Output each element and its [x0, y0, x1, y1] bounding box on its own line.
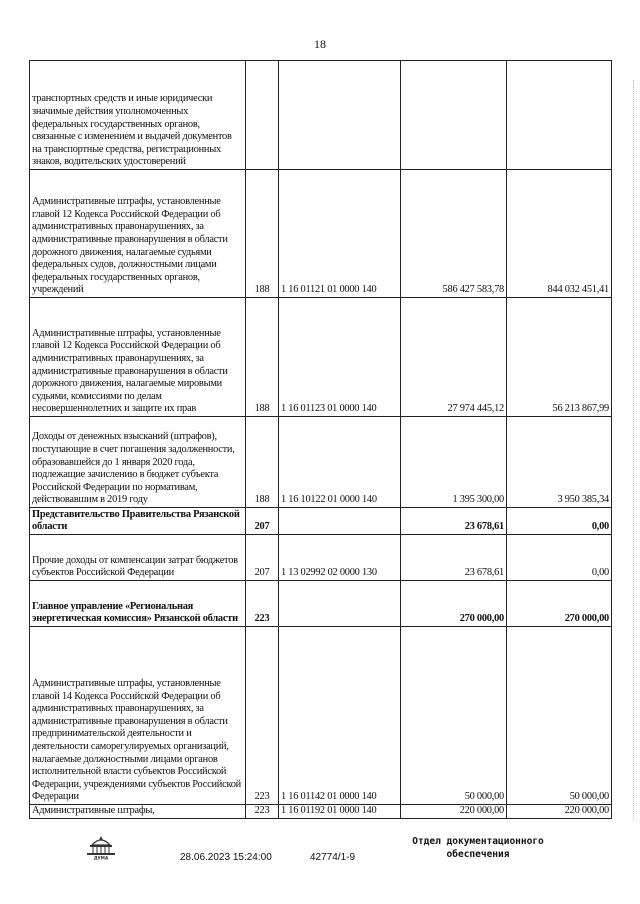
table-row: [30, 535, 612, 581]
value-column-2: 0,00: [507, 508, 612, 535]
budget-classification-code: 1 16 01142 01 0000 140: [279, 627, 401, 805]
value-column-1: 220 000,00: [401, 805, 507, 819]
registration-number: 42774/1-9: [310, 852, 356, 863]
department-line-1: Отдел документационного: [412, 836, 544, 847]
svg-text:ДУМА: ДУМА: [93, 855, 109, 860]
value-column-2: 0,00: [507, 535, 612, 581]
admin-code: 188: [246, 298, 279, 417]
value-column-2: 3 950 385,34: [507, 417, 612, 508]
revenue-name: транспортных средств и иные юридически значимые действия уполномоченных федеральных государственных органов, связанные с изменением и выдачей документов на транспортные средства, регистрационных знаков, водительских удостоверений: [30, 61, 246, 170]
revenue-name: Доходы от денежных взысканий (штрафов), поступающие в счет погашения задолженности, образовавшейся до 1 января 2020 года, подлежащие зачислению в бюджет субъекта Российской Федерации по нормативам, действовавшим в 2019 году: [30, 417, 246, 508]
revenue-name: Административные штрафы,: [30, 805, 246, 819]
budget-classification-code: 1 16 10122 01 0000 140: [279, 417, 401, 508]
value-column-2: 50 000,00: [507, 627, 612, 805]
admin-code: 188: [246, 417, 279, 508]
budget-classification-code: 1 16 01123 01 0000 140: [279, 298, 401, 417]
value-column-1: 586 427 583,78: [401, 170, 507, 298]
admin-code: [246, 61, 279, 170]
table-row: [30, 61, 612, 170]
table-row: [30, 581, 612, 627]
table-row: [30, 298, 612, 417]
value-column-1: [401, 61, 507, 170]
value-column-1: 1 395 300,00: [401, 417, 507, 508]
revenue-name: Прочие доходы от компенсации затрат бюджетов субъектов Российской Федерации: [30, 535, 246, 581]
revenue-table-body: [30, 61, 612, 819]
registration-datetime: 28.06.2023 15:24:00: [180, 852, 272, 863]
value-column-1: 23 678,61: [401, 535, 507, 581]
value-column-1: 27 974 445,12: [401, 298, 507, 417]
value-column-1: 50 000,00: [401, 627, 507, 805]
budget-classification-code: [279, 508, 401, 535]
table-row: [30, 170, 612, 298]
table-row: [30, 417, 612, 508]
value-column-2: [507, 61, 612, 170]
table-row: [30, 805, 612, 819]
revenue-name: Административные штрафы, установленные главой 12 Кодекса Российской Федерации об административных правонарушениях, за административные правонарушения в области дорожного движения, налагаемые мировыми судьями, комиссиями по делам несовершеннолетних и защите их прав: [30, 298, 246, 417]
admin-code: 207: [246, 535, 279, 581]
page-number: 18: [314, 37, 326, 51]
revenue-name: Главное управление «Региональная энергетическая комиссия» Рязанской области: [30, 581, 246, 627]
budget-classification-code: 1 13 02992 02 0000 130: [279, 535, 401, 581]
value-column-2: 844 032 451,41: [507, 170, 612, 298]
value-column-2: 270 000,00: [507, 581, 612, 627]
table-row: [30, 508, 612, 535]
admin-code: 188: [246, 170, 279, 298]
value-column-2: 220 000,00: [507, 805, 612, 819]
department-stamp: [398, 835, 558, 861]
revenue-name: Административные штрафы, установленные главой 12 Кодекса Российской Федерации об административных правонарушениях, за административные правонарушения в области дорожного движения, налагаемые судьями федеральных судов, должностными лицами федеральных государственных органов, учреждений: [30, 170, 246, 298]
table-row: [30, 627, 612, 805]
admin-code: 223: [246, 627, 279, 805]
value-column-2: 56 213 867,99: [507, 298, 612, 417]
budget-classification-code: [279, 61, 401, 170]
duma-logo-icon: [84, 834, 118, 860]
revenue-name: Административные штрафы, установленные главой 14 Кодекса Российской Федерации об административных правонарушениях, за административные правонарушения в области предпринимательской деятельности и деятельности саморегулируемых организаций, налагаемые должностными лицами органов исполнительной власти субъектов Российской Федерации, учреждениями субъектов Российской Федерации: [30, 627, 246, 805]
budget-classification-code: [279, 581, 401, 627]
admin-code: 223: [246, 805, 279, 819]
scan-edge-marks: [633, 80, 638, 820]
budget-classification-code: 1 16 01192 01 0000 140: [279, 805, 401, 819]
admin-code: 223: [246, 581, 279, 627]
revenue-table: [29, 60, 612, 819]
admin-code: 207: [246, 508, 279, 535]
budget-classification-code: 1 16 01121 01 0000 140: [279, 170, 401, 298]
revenue-name: Представительство Правительства Рязанской области: [30, 508, 246, 535]
value-column-1: 23 678,61: [401, 508, 507, 535]
value-column-1: 270 000,00: [401, 581, 507, 627]
department-line-2: обеспечения: [446, 849, 510, 860]
